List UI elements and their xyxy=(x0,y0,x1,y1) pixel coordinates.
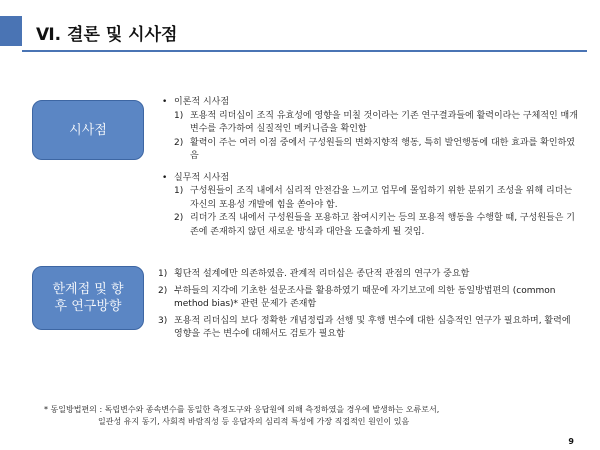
practice-item-2 xyxy=(174,212,582,239)
slide-title: Ⅵ. 결론 및 시사점 xyxy=(36,25,178,45)
footnote-line-2: 일관성 유지 동기, 사회적 바람직성 등 응답자의 심리적 특성에 가장 직접적인 원인이 있음 xyxy=(98,417,410,426)
limitation-item-2 xyxy=(158,285,578,312)
implications-box xyxy=(32,100,144,160)
theory-bullet xyxy=(162,96,582,110)
item-text: 리더가 조직 내에서 구성원들을 포용하고 참여시키는 등의 포용적 행동을 수행할 때, 구성원들은 기존에 존재하지 않던 새로운 방식과 대안을 도출하게 될 것임. xyxy=(190,213,575,237)
practice-heading: 실무적 시사점 xyxy=(174,172,230,183)
item-text: 활력이 주는 여러 이점 중에서 구성원들의 변화지향적 행동, 특히 발언행동에 대한 효과를 확인하였음 xyxy=(190,137,575,161)
item-text: 포용적 리더십의 보다 정확한 개념정립과 선행 및 후행 변수에 대한 심층적인 연구가 필요하며, 활력에 영향을 주는 변수에 대해서도 검토가 필요함 xyxy=(174,315,571,339)
page-number: 9 xyxy=(568,437,574,446)
limitation-item-3 xyxy=(158,315,578,342)
implications-section xyxy=(162,96,582,239)
limitations-section xyxy=(158,268,578,342)
item-number: 1) xyxy=(158,269,168,279)
item-number: 2) xyxy=(174,213,184,223)
practice-item-1 xyxy=(174,185,582,212)
item-text: 구성원들이 조직 내에서 심리적 안전감을 느끼고 업무에 몰입하기 위한 분위기 조성을 위해 리더는 자신의 포용성 개발에 힘을 쏟아야 함. xyxy=(190,186,573,210)
implications-box-label: 시사점 xyxy=(69,122,107,138)
item-number: 2) xyxy=(158,285,168,296)
limitations-box-label: 한계점 및 향후 연구방향 xyxy=(52,282,124,314)
title-bar xyxy=(0,12,600,56)
item-number: 3) xyxy=(158,315,168,326)
limitations-box xyxy=(32,266,144,330)
item-text: 부하들의 지각에 기초한 설문조사를 활용하였기 때문에 자기보고에 의한 동일방법편의 (common method bias)* 관련 문제가 존재함 xyxy=(174,285,556,309)
footnote xyxy=(44,404,564,428)
practice-items xyxy=(174,185,582,239)
theory-items xyxy=(174,110,582,164)
item-text: 횡단적 설계에만 의존하였음. 관계적 리더십은 종단적 관점의 연구가 중요함 xyxy=(174,269,470,279)
item-text: 포용적 리더십이 조직 유효성에 영향을 미칠 것이라는 기존 연구결과들에 활력이라는 구체적인 매개변수를 추가하여 실질적인 메커니즘을 확인함 xyxy=(190,110,578,134)
title-accent-bar xyxy=(0,16,22,46)
theory-heading: 이론적 시사점 xyxy=(174,97,230,107)
bullet-dot: • xyxy=(162,97,168,107)
item-number: 1) xyxy=(174,110,184,121)
theory-item-2 xyxy=(174,137,582,164)
bullet-dot: • xyxy=(162,172,168,183)
item-number: 1) xyxy=(174,186,184,196)
title-underline xyxy=(22,50,587,52)
practice-bullet xyxy=(162,172,582,186)
item-number: 2) xyxy=(174,137,184,148)
limitation-item-1 xyxy=(158,268,578,282)
footnote-line-1: * 동일방법편의 : 독립변수와 종속변수를 동일한 측정도구와 응답원에 의해 측정하였을 경우에 발생하는 오류로서, xyxy=(44,405,440,414)
theory-item-1 xyxy=(174,110,582,137)
